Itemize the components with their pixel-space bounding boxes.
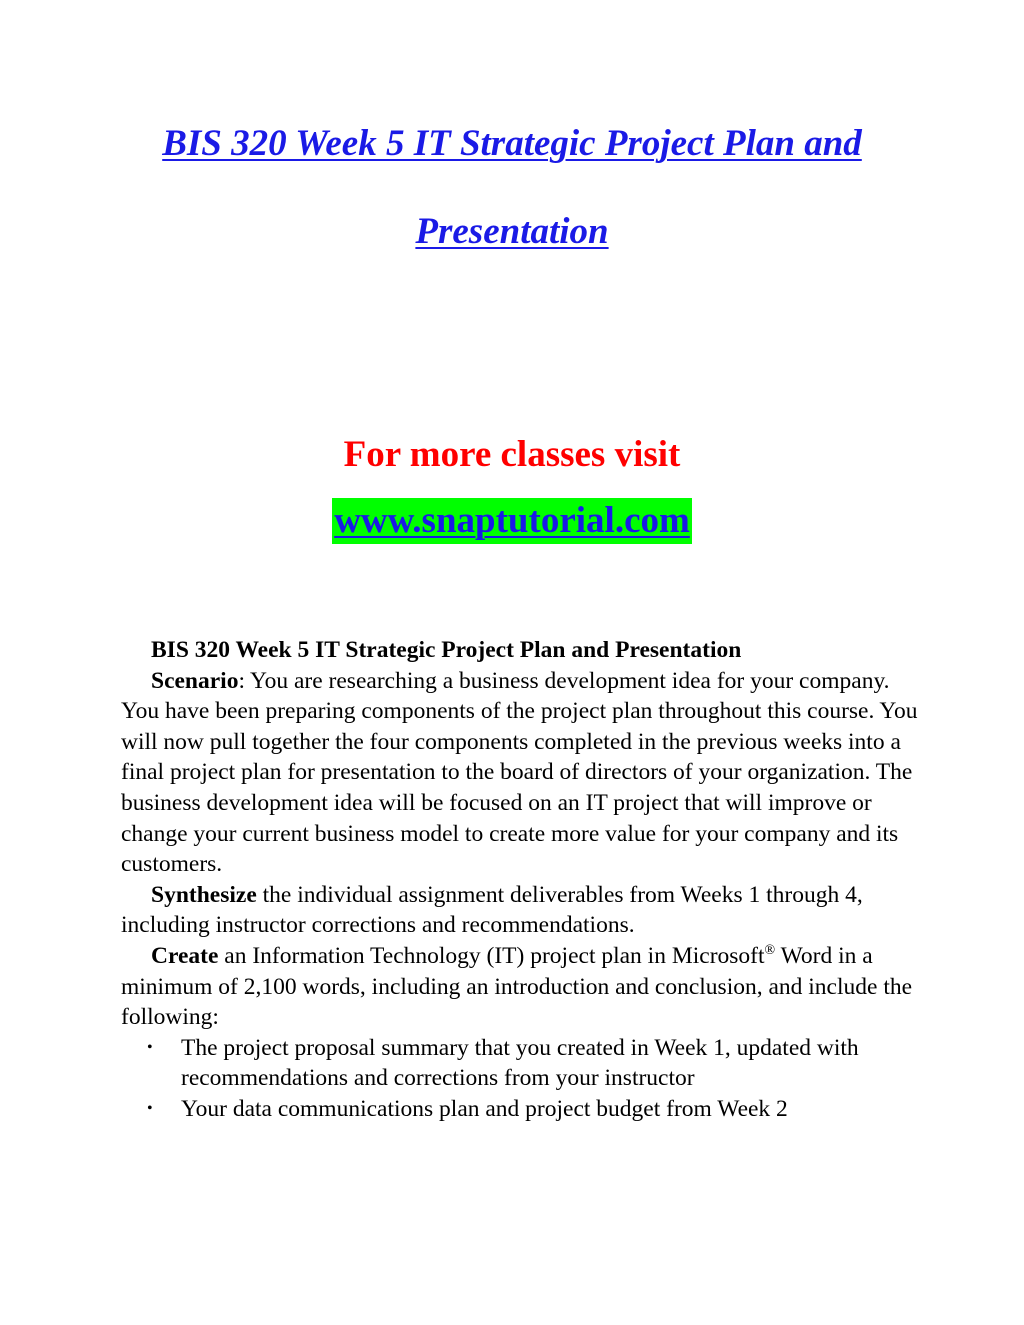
list-item — [121, 1033, 921, 1094]
title-link-line-1[interactable]: BIS 320 Week 5 IT Strategic Project Plan and — [162, 123, 862, 164]
document-title-line-2 — [0, 210, 1024, 254]
create-text-1: an Information Technology (IT) project plan in Microsoft — [218, 942, 765, 969]
site-link[interactable]: www.snaptutorial.com — [332, 498, 692, 544]
synthesize-label: Synthesize — [151, 881, 257, 908]
synthesize-paragraph — [121, 880, 921, 941]
bullet-icon: • — [147, 1038, 153, 1056]
scenario-label: Scenario — [151, 667, 239, 694]
scenario-text: : You are researching a business development idea for your company. You have been preparing components of the project plan throughout this course. You will now pull together the four components completed in the previous weeks into a final project plan for presentation to the board of directors of your organization. The business development idea will be focused on an IT project that will improve or change your current business model to create more value for your company and its customers. — [121, 667, 918, 878]
registered-mark: ® — [764, 943, 776, 959]
body-heading: BIS 320 Week 5 IT Strategic Project Plan and Presentation — [151, 637, 742, 663]
requirements-list — [121, 1033, 921, 1125]
create-label: Create — [151, 942, 219, 969]
create-text-2: Word in a minimum of 2,100 words, including an introduction and conclusion, and include the following: — [121, 942, 913, 1031]
bullet-icon: • — [147, 1099, 153, 1117]
synthesize-text: the individual assignment deliverables from Weeks 1 through 4, including instructor corrections and recommendations. — [121, 881, 863, 939]
list-item-text: The project proposal summary that you created in Week 1, updated with recommendations and corrections from your instructor — [181, 1034, 859, 1092]
site-link-wrapper — [0, 498, 1024, 544]
document-body — [121, 635, 921, 1125]
document-title-line-1 — [0, 122, 1024, 166]
list-item-text: Your data communications plan and project budget from Week 2 — [181, 1095, 788, 1122]
list-item — [121, 1094, 921, 1125]
create-paragraph — [121, 941, 921, 1033]
promo-text: For more classes visit — [343, 434, 681, 475]
scenario-paragraph — [121, 666, 921, 880]
title-link-line-2[interactable]: Presentation — [415, 211, 609, 252]
